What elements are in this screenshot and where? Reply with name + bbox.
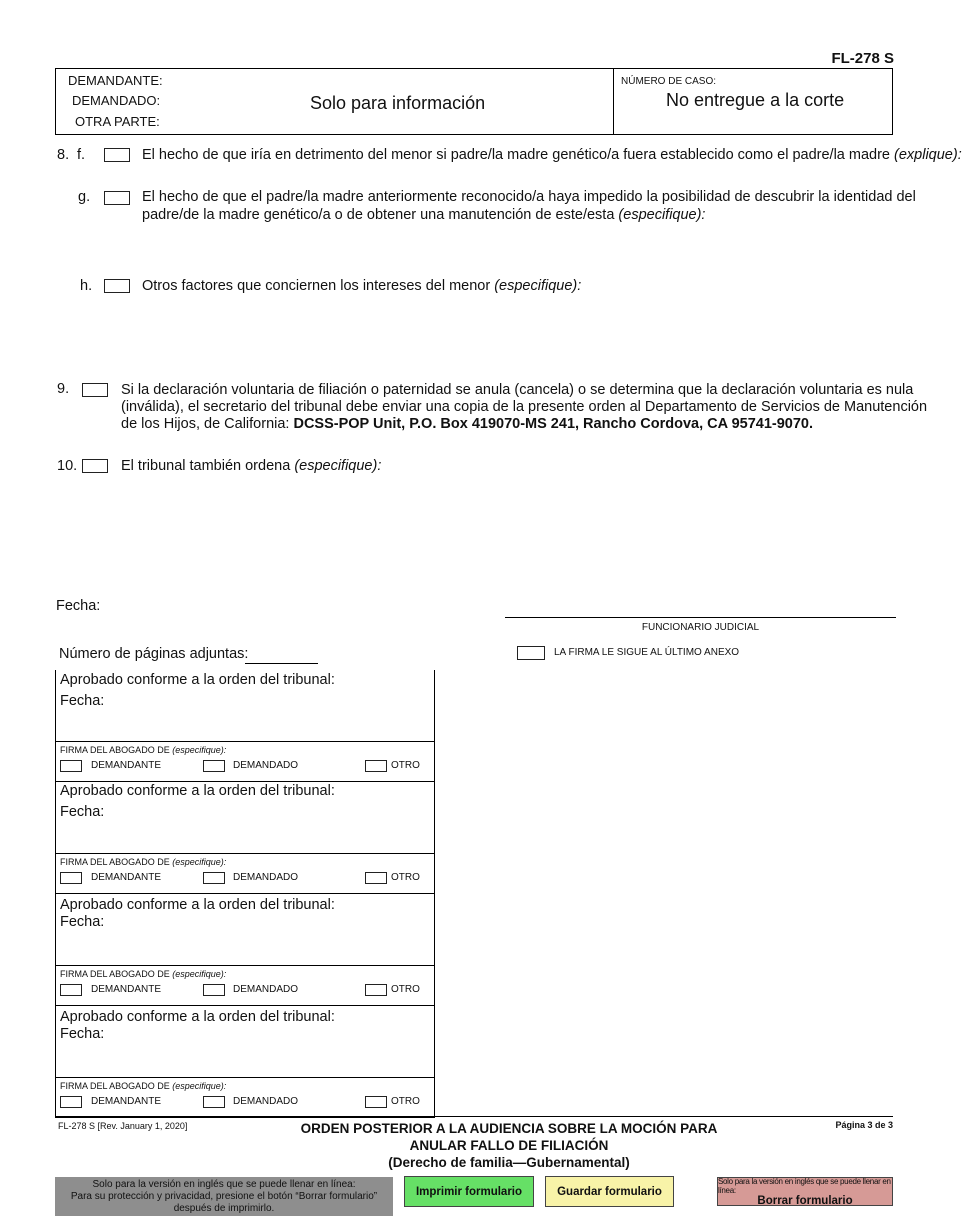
item-9-line1: Si la declaración voluntaria de filiación o paternidad se anula (cancela) o se determina que la declaración voluntaria es nula xyxy=(121,382,914,398)
item-8-number: 8. xyxy=(57,147,70,163)
item-9-line3-text: de los Hijos, de California: xyxy=(121,416,290,432)
signature-follows-checkbox[interactable] xyxy=(517,646,545,660)
item-9-line2: (inválida), el secretario del tribunal debe enviar una copia de la presente orden al Departamento de Servicios de Manutención xyxy=(121,399,928,415)
clear-form-note: Solo para la versión en inglés que se puede llenar en línea: xyxy=(718,1176,891,1195)
other-checkbox[interactable] xyxy=(365,984,387,996)
respondent-option: DEMANDADO xyxy=(233,1096,299,1107)
approval-block-3 xyxy=(56,893,434,965)
other-checkbox[interactable] xyxy=(365,1096,387,1108)
form-id: FL-278 S xyxy=(831,50,894,67)
attorney-sig-label xyxy=(60,745,226,755)
judicial-signature-line[interactable] xyxy=(505,617,896,618)
approved-label: Aprobado conforme a la orden del tribunal: xyxy=(60,783,335,799)
attorney-signature-2[interactable] xyxy=(56,853,434,893)
item-10-number: 10. xyxy=(57,458,78,474)
respondent-checkbox[interactable] xyxy=(203,760,225,772)
approval-block-1 xyxy=(56,670,434,741)
respondent-option: DEMANDADO xyxy=(233,872,299,883)
respondent-checkbox[interactable] xyxy=(203,1096,225,1108)
item-8h-letter: h. xyxy=(80,278,93,294)
attorney-signature-4[interactable] xyxy=(56,1077,434,1117)
item-8f-explain: (explique): xyxy=(894,147,962,163)
attorney-signature-1[interactable] xyxy=(56,741,434,781)
item-8g-line1: El hecho de que el padre/la madre anteriormente reconocido/a haya impedido la posibilidad de descubrir la identidad del xyxy=(142,189,916,205)
date-label: Fecha: xyxy=(56,598,101,614)
attorney-sig-text: FIRMA DEL ABOGADO DE xyxy=(60,969,170,979)
privacy-notice-line1: Solo para la versión en inglés que se puede llenar en línea: xyxy=(92,1179,356,1190)
item-9-checkbox[interactable] xyxy=(82,383,108,397)
approval-date-label: Fecha: xyxy=(60,804,105,820)
approval-block-4 xyxy=(56,1005,434,1077)
approval-date-label: Fecha: xyxy=(60,1026,105,1042)
clear-form-button[interactable] xyxy=(717,1177,893,1206)
attorney-sig-specify: (especifique): xyxy=(172,745,227,755)
item-8g-checkbox[interactable] xyxy=(104,191,130,205)
attorney-sig-text: FIRMA DEL ABOGADO DE xyxy=(60,857,170,867)
item-8g-body: padre/de la madre genético/a o de obtener una manutención de este/esta xyxy=(142,207,615,223)
signature-follows-label: LA FIRMA LE SIGUE AL ÚLTIMO ANEXO xyxy=(554,647,740,658)
privacy-notice-line3: después de imprimirlo. xyxy=(173,1203,275,1214)
approval-block-2 xyxy=(56,781,434,853)
other-option: OTRO xyxy=(391,872,420,883)
item-8f-letter: f. xyxy=(77,147,86,163)
caption-box xyxy=(55,68,893,135)
item-8h-checkbox[interactable] xyxy=(104,279,130,293)
approved-label: Aprobado conforme a la orden del tribunal: xyxy=(60,1009,335,1025)
form-title-line3: (Derecho de familia—Gubernamental) xyxy=(388,1155,630,1170)
other-party-label: OTRA PARTE: xyxy=(75,114,160,129)
item-9-number: 9. xyxy=(57,381,70,397)
do-not-file-notice: No entregue a la corte xyxy=(666,90,845,110)
item-8f-text xyxy=(142,147,962,164)
print-form-button[interactable]: Imprimir formulario xyxy=(404,1176,534,1207)
attorney-sig-text: FIRMA DEL ABOGADO DE xyxy=(60,1081,170,1091)
respondent-label: DEMANDADO: xyxy=(72,93,161,108)
attorney-sig-specify: (especifique): xyxy=(172,1081,227,1091)
item-8f-body: El hecho de que iría en detrimento del menor si padre/la madre genético/a fuera establecido como el padre/la madre xyxy=(142,147,890,163)
item-9-line3 xyxy=(121,416,813,433)
item-8g-line2 xyxy=(142,207,705,224)
respondent-checkbox[interactable] xyxy=(203,872,225,884)
form-title xyxy=(270,1120,748,1171)
item-10-body: El tribunal también ordena xyxy=(121,458,291,474)
other-checkbox[interactable] xyxy=(365,872,387,884)
privacy-notice-line2: Para su protección y privacidad, presione el botón “Borrar formulario” xyxy=(70,1191,378,1202)
respondent-checkbox[interactable] xyxy=(203,984,225,996)
judicial-officer-label: FUNCIONARIO JUDICIAL xyxy=(641,622,760,633)
save-form-button[interactable]: Guardar formulario xyxy=(545,1176,674,1207)
respondent-option: DEMANDADO xyxy=(233,760,299,771)
approval-blocks xyxy=(55,670,435,1118)
info-only-notice: Solo para información xyxy=(310,93,486,113)
form-title-line1: ORDEN POSTERIOR A LA AUDIENCIA SOBRE LA MOCIÓN PARA xyxy=(300,1121,718,1136)
petitioner-checkbox[interactable] xyxy=(60,984,82,996)
item-8g-letter: g. xyxy=(78,189,91,205)
attorney-sig-label xyxy=(60,857,226,867)
other-option: OTRO xyxy=(391,760,420,771)
petitioner-option: DEMANDANTE xyxy=(91,984,162,995)
clear-form-label: Borrar formulario xyxy=(757,1194,853,1207)
petitioner-option: DEMANDANTE xyxy=(91,872,162,883)
pages-attached-field[interactable] xyxy=(245,663,318,664)
revision-label: FL-278 S [Rev. January 1, 2020] xyxy=(58,1121,188,1131)
item-10-checkbox[interactable] xyxy=(82,459,108,473)
case-number-label: NÚMERO DE CASO: xyxy=(621,76,717,87)
attorney-sig-label xyxy=(60,969,226,979)
other-option: OTRO xyxy=(391,984,420,995)
item-10-text xyxy=(121,458,381,475)
attorney-sig-specify: (especifique): xyxy=(172,857,227,867)
pages-attached-label: Número de páginas adjuntas: xyxy=(59,646,249,662)
attorney-sig-text: FIRMA DEL ABOGADO DE xyxy=(60,745,170,755)
item-8h-text xyxy=(142,278,581,295)
item-8h-body: Otros factores que conciernen los intereses del menor xyxy=(142,278,491,294)
petitioner-option: DEMANDANTE xyxy=(91,760,162,771)
petitioner-label: DEMANDANTE: xyxy=(68,73,163,88)
petitioner-checkbox[interactable] xyxy=(60,872,82,884)
attorney-sig-specify: (especifique): xyxy=(172,969,227,979)
approval-date-label: Fecha: xyxy=(60,693,105,709)
item-10-specify: (especifique): xyxy=(294,458,382,474)
form-title-line2: ANULAR FALLO DE FILIACIÓN xyxy=(409,1138,609,1153)
petitioner-checkbox[interactable] xyxy=(60,760,82,772)
attorney-sig-label xyxy=(60,1081,226,1091)
caption-divider xyxy=(613,69,614,134)
footer-rule xyxy=(55,1116,893,1117)
item-8g-specify: (especifique): xyxy=(618,207,706,223)
item-9-address: DCSS-POP Unit, P.O. Box 419070-MS 241, Rancho Cordova, CA 95741-9070. xyxy=(293,416,813,432)
privacy-notice xyxy=(55,1177,393,1216)
petitioner-option: DEMANDANTE xyxy=(91,1096,162,1107)
approved-label: Aprobado conforme a la orden del tribunal: xyxy=(60,672,335,688)
approved-label: Aprobado conforme a la orden del tribunal: xyxy=(60,897,335,913)
respondent-option: DEMANDADO xyxy=(233,984,299,995)
petitioner-checkbox[interactable] xyxy=(60,1096,82,1108)
page-number: Página 3 de 3 xyxy=(835,1120,893,1130)
item-8f-checkbox[interactable] xyxy=(104,148,130,162)
other-checkbox[interactable] xyxy=(365,760,387,772)
item-8h-specify: (especifique): xyxy=(494,278,582,294)
approval-date-label: Fecha: xyxy=(60,914,105,930)
attorney-signature-3[interactable] xyxy=(56,965,434,1005)
other-option: OTRO xyxy=(391,1096,420,1107)
